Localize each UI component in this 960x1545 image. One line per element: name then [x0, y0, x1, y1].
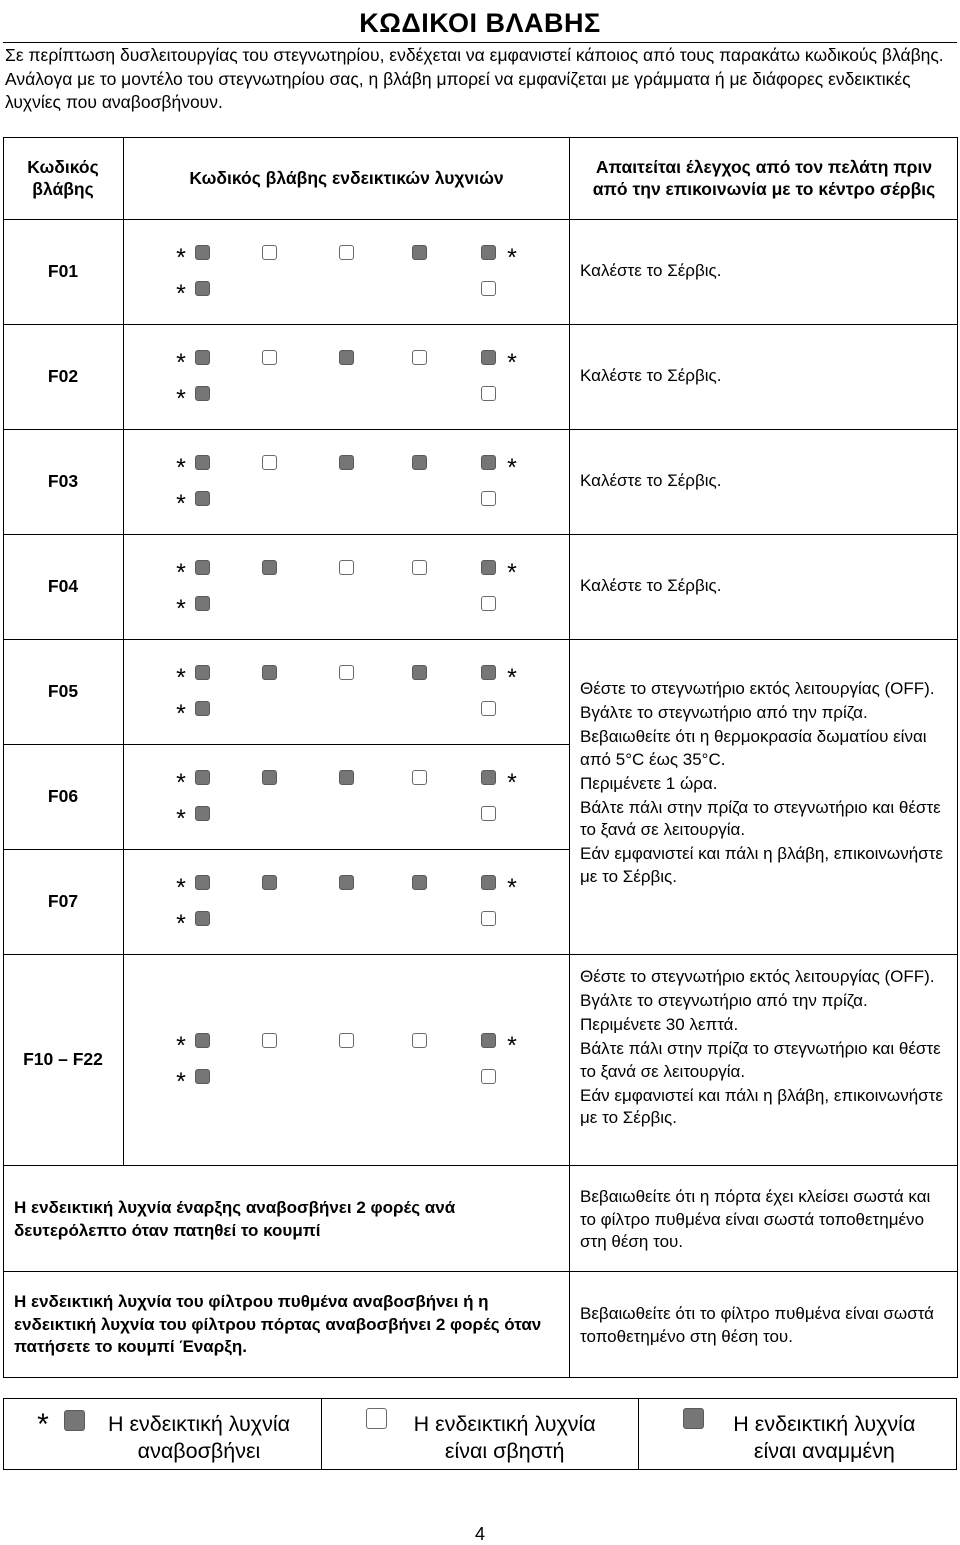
- lamp-off-icon: [339, 665, 354, 680]
- table-rule: [3, 1271, 958, 1272]
- action-step: Θέστε το στεγνωτήριο εκτός λειτουργίας (OFF).: [580, 967, 935, 986]
- lamp-on-icon: [683, 1408, 704, 1429]
- action-step: Θέστε το στεγνωτήριο εκτός λειτουργίας (OFF).: [580, 679, 935, 698]
- star-icon: *: [176, 453, 186, 482]
- page-number: 4: [474, 1524, 485, 1544]
- lamp-on-icon: [339, 875, 354, 890]
- lamp-blinking-icon: [195, 770, 210, 785]
- lamp-on-icon: [262, 560, 277, 575]
- table-rule: [569, 137, 570, 1378]
- star-icon: *: [507, 453, 517, 482]
- lamp-off-icon: [366, 1408, 387, 1429]
- star-icon: *: [176, 873, 186, 902]
- lamp-blinking-icon: [195, 665, 210, 680]
- action-step: Βγάλτε το στεγνωτήριο από την πρίζα.: [580, 991, 868, 1010]
- intro-paragraph-1: Σε περίπτωση δυσλειτουργίας του στεγνωτηρίου, ενδέχεται να εμφανιστεί κάποιος από τους παρακάτω κωδικούς βλάβης.: [5, 45, 944, 65]
- action-f01: Καλέστε το Σέρβις.: [580, 261, 722, 280]
- lamp-blinking-icon: [195, 875, 210, 890]
- lamp-off-icon: [262, 1033, 277, 1048]
- action-step: Βεβαιωθείτε ότι η θερμοκρασία δωματίου είναι από 5°C έως 35°C.: [580, 727, 927, 769]
- star-icon: *: [176, 279, 186, 308]
- action-step: Εάν εμφανιστεί και πάλι η βλάβη, επικοινωνήστε με το Σέρβις.: [580, 844, 943, 886]
- table-rule: [3, 219, 958, 220]
- table-rule: [3, 954, 958, 955]
- lamp-on-icon: [339, 455, 354, 470]
- lamp-blinking-icon: [195, 1069, 210, 1084]
- legend-blinking-label: Η ενδεικτική λυχνία αναβοσβήνει: [107, 1412, 291, 1463]
- lamp-off-icon: [339, 560, 354, 575]
- start-lamp-blinking-description: Η ενδεικτική λυχνία έναρξης αναβοσβήνει 2 φορές ανά δευτερόλεπτο όταν πατηθεί το κουμπί: [14, 1198, 456, 1240]
- star-icon: *: [37, 1408, 49, 1441]
- lamp-blinking-icon: [481, 1033, 496, 1048]
- title-rule: [3, 42, 957, 43]
- page-title: ΚΩΔΙΚΟΙ ΒΛΑΒΗΣ: [359, 8, 601, 38]
- lamp-off-icon: [481, 281, 496, 296]
- fault-code-f06: F06: [47, 786, 79, 806]
- star-icon: *: [176, 243, 186, 272]
- legend-on: [638, 1399, 956, 1469]
- star-icon: *: [176, 384, 186, 413]
- table-rule: [3, 324, 958, 325]
- star-icon: *: [176, 594, 186, 623]
- lamp-blinking-icon: [195, 245, 210, 260]
- lamp-on-icon: [339, 770, 354, 785]
- fault-code-f07: F07: [47, 891, 79, 911]
- header-fault-code: Κωδικός βλάβης: [27, 157, 99, 199]
- table-rule: [3, 639, 958, 640]
- fault-code-f03: F03: [47, 471, 79, 491]
- action-door-check: Βεβαιωθείτε ότι η πόρτα έχει κλείσει σωστά και το φίλτρο πυθμένα είναι σωστά τοποθετημένο στη θέση του.: [580, 1187, 931, 1251]
- star-icon: *: [176, 804, 186, 833]
- action-f03: Καλέστε το Σέρβις.: [580, 471, 722, 490]
- lamp-blinking-icon: [195, 386, 210, 401]
- lamp-on-icon: [339, 350, 354, 365]
- lamp-on-icon: [64, 1410, 85, 1431]
- fault-code-f02: F02: [47, 366, 79, 386]
- action-f05-f07: [580, 678, 950, 890]
- legend-off-label: Η ενδεικτική λυχνία είναι σβηστή: [413, 1412, 596, 1463]
- fault-code-f05: F05: [47, 681, 79, 701]
- fault-code-table: [3, 137, 958, 1378]
- action-step: Βάλτε πάλι στην πρίζα το στεγνωτήριο και θέστε το ξανά σε λειτουργία.: [580, 1039, 941, 1081]
- legend-on-label: Η ενδεικτική λυχνία είναι αναμμένη: [733, 1412, 916, 1463]
- fault-code-f01: F01: [47, 261, 79, 281]
- lamp-blinking-icon: [481, 665, 496, 680]
- star-icon: *: [176, 663, 186, 692]
- lamp-off-icon: [481, 386, 496, 401]
- star-icon: *: [507, 663, 517, 692]
- lamp-off-icon: [481, 596, 496, 611]
- lamp-on-icon: [412, 875, 427, 890]
- lamp-off-icon: [412, 770, 427, 785]
- star-icon: *: [176, 1067, 186, 1096]
- lamp-blinking-icon: [481, 875, 496, 890]
- lamp-blinking-icon: [481, 350, 496, 365]
- legend: [3, 1398, 957, 1470]
- lamp-blinking-icon: [195, 455, 210, 470]
- action-f02: Καλέστε το Σέρβις.: [580, 366, 722, 385]
- lamp-blinking-icon: [195, 701, 210, 716]
- lamp-blinking-icon: [481, 245, 496, 260]
- table-rule: [3, 1377, 958, 1378]
- fault-code-f04: F04: [47, 576, 79, 596]
- filter-lamp-blinking-description: Η ενδεικτική λυχνία του φίλτρου πυθμένα αναβοσβήνει ή η ενδεικτική λυχνία του φίλτρου πόρτας αναβοσβήνει 2 φορές όταν πατήσετε το κουμπί Έναρξη.: [14, 1292, 542, 1356]
- star-icon: *: [176, 909, 186, 938]
- action-step: Βάλτε πάλι στην πρίζα το στεγνωτήριο και θέστε το ξανά σε λειτουργία.: [580, 797, 941, 839]
- lamp-off-icon: [412, 350, 427, 365]
- intro-text: [5, 44, 955, 115]
- legend-off: [321, 1399, 639, 1469]
- star-icon: *: [507, 243, 517, 272]
- action-step: Βγάλτε το στεγνωτήριο από την πρίζα.: [580, 703, 868, 722]
- lamp-off-icon: [412, 1033, 427, 1048]
- table-rule: [3, 429, 958, 430]
- lamp-on-icon: [412, 455, 427, 470]
- action-step: Περιμένετε 30 λεπτά.: [580, 1015, 739, 1034]
- star-icon: *: [507, 768, 517, 797]
- header-customer-check: Απαιτείται έλεγχος από τον πελάτη πριν από την επικοινωνία με το κέντρο σέρβις: [592, 157, 936, 199]
- action-filter-check: Βεβαιωθείτε ότι το φίλτρο πυθμένα είναι σωστά τοποθετημένο στη θέση του.: [580, 1304, 934, 1346]
- lamp-off-icon: [262, 245, 277, 260]
- lamp-blinking-icon: [195, 281, 210, 296]
- lamp-blinking-icon: [481, 560, 496, 575]
- star-icon: *: [176, 558, 186, 587]
- fault-code-f10-f22: F10 – F22: [23, 1049, 103, 1069]
- lamp-blinking-icon: [195, 596, 210, 611]
- table-rule: [123, 137, 124, 1165]
- intro-paragraph-2: Ανάλογα με το μοντέλο του στεγνωτηρίου σας, η βλάβη μπορεί να εμφανίζεται με γράμματα ή με διάφορες ενδεικτικές λυχνίες που αναβοσβήνουν.: [5, 68, 911, 112]
- star-icon: *: [176, 348, 186, 377]
- header-lamp-code: Κωδικός βλάβης ενδεικτικών λυχνιών: [189, 168, 504, 188]
- star-icon: *: [176, 768, 186, 797]
- legend-blinking: [4, 1399, 321, 1469]
- star-icon: *: [176, 489, 186, 518]
- lamp-off-icon: [262, 455, 277, 470]
- star-icon: *: [507, 873, 517, 902]
- action-step: Περιμένετε 1 ώρα.: [580, 773, 718, 793]
- lamp-off-icon: [481, 911, 496, 926]
- action-f04: Καλέστε το Σέρβις.: [580, 576, 722, 595]
- lamp-off-icon: [262, 350, 277, 365]
- lamp-off-icon: [481, 806, 496, 821]
- star-icon: *: [176, 699, 186, 728]
- table-rule: [957, 137, 958, 1378]
- lamp-blinking-icon: [195, 560, 210, 575]
- lamp-off-icon: [339, 245, 354, 260]
- action-step: Εάν εμφανιστεί και πάλι η βλάβη, επικοινωνήστε με το Σέρβις.: [580, 1085, 943, 1127]
- lamp-off-icon: [481, 1069, 496, 1084]
- lamp-on-icon: [262, 770, 277, 785]
- star-icon: *: [176, 1031, 186, 1060]
- lamp-blinking-icon: [481, 455, 496, 470]
- lamp-on-icon: [412, 245, 427, 260]
- star-icon: *: [507, 1031, 517, 1060]
- table-rule: [3, 534, 958, 535]
- star-icon: *: [507, 558, 517, 587]
- lamp-off-icon: [339, 1033, 354, 1048]
- lamp-blinking-icon: [195, 350, 210, 365]
- lamp-blinking-icon: [481, 770, 496, 785]
- lamp-blinking-icon: [195, 911, 210, 926]
- lamp-off-icon: [481, 701, 496, 716]
- lamp-off-icon: [481, 491, 496, 506]
- lamp-blinking-icon: [195, 1033, 210, 1048]
- lamp-blinking-icon: [195, 806, 210, 821]
- lamp-on-icon: [262, 665, 277, 680]
- lamp-on-icon: [412, 665, 427, 680]
- star-icon: *: [507, 348, 517, 377]
- lamp-blinking-icon: [195, 491, 210, 506]
- action-f10-f22: [580, 966, 950, 1131]
- lamp-off-icon: [412, 560, 427, 575]
- table-rule: [3, 1165, 958, 1166]
- lamp-on-icon: [262, 875, 277, 890]
